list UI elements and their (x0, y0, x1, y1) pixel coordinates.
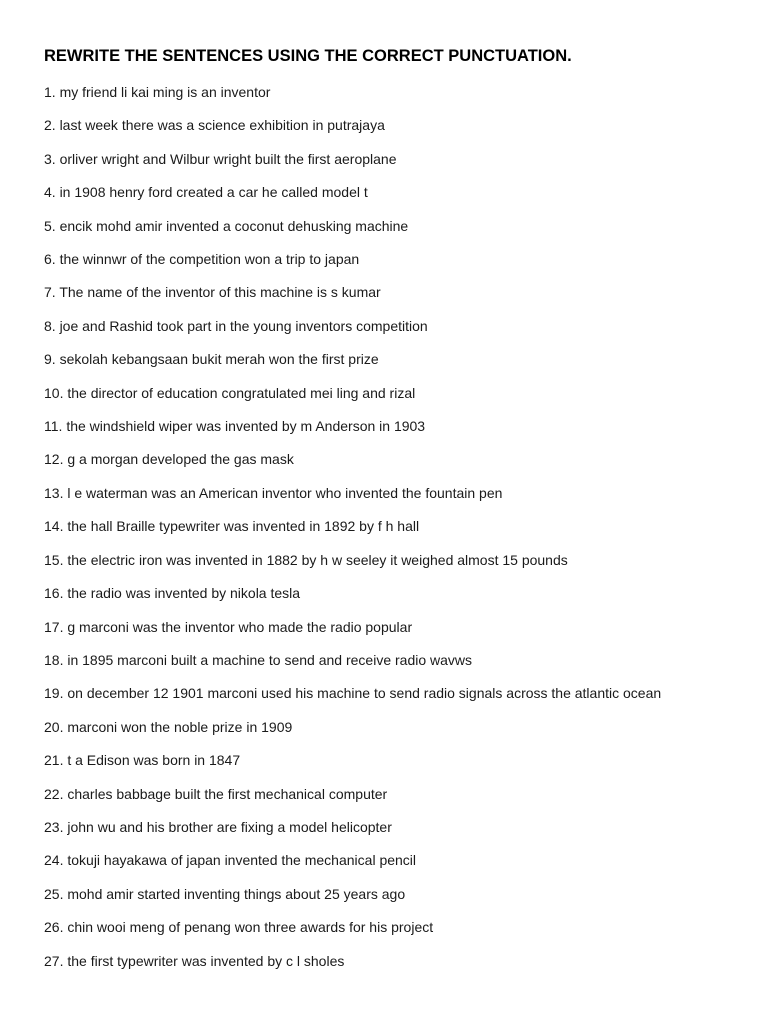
sentence-item: 5. encik mohd amir invented a coconut dehusking machine (44, 217, 409, 234)
sentence-item: 9. sekolah kebangsaan bukit merah won the first prize (44, 351, 379, 368)
sentence-item: 14. the hall Braille typewriter was invented in 1892 by f h hall (44, 518, 420, 535)
sentence-item: 3. orliver wright and Wilbur wright built the first aeroplane (44, 150, 397, 167)
sentence-item: 2. last week there was a science exhibition in putrajaya (44, 117, 385, 134)
sentence-item: 15. the electric iron was invented in 1882 by h w seeley it weighed almost 15 pounds (44, 551, 568, 568)
sentence-item: 6. the winnwr of the competition won a trip to japan (44, 251, 360, 268)
sentence-item: 4. in 1908 henry ford created a car he called model t (44, 184, 368, 201)
sentence-item: 20. marconi won the noble prize in 1909 (44, 718, 293, 735)
page-title: REWRITE THE SENTENCES USING THE CORRECT PUNCTUATION. (44, 47, 572, 65)
sentence-item: 8. joe and Rashid took part in the young inventors competition (44, 317, 428, 334)
sentence-item: 11. the windshield wiper was invented by m Anderson in 1903 (44, 418, 426, 435)
sentence-item: 21. t a Edison was born in 1847 (44, 752, 241, 769)
sentence-item: 22. charles babbage built the first mechanical computer (44, 785, 388, 802)
sentence-list (44, 83, 661, 985)
sentence-item: 7. The name of the inventor of this machine is s kumar (44, 284, 381, 301)
sentence-item: 18. in 1895 marconi built a machine to send and receive radio wavws (44, 651, 473, 668)
sentence-item: 13. l e waterman was an American inventor who invented the fountain pen (44, 484, 503, 501)
sentence-item: 12. g a morgan developed the gas mask (44, 451, 294, 468)
sentence-item: 26. chin wooi meng of penang won three awards for his project (44, 919, 434, 936)
sentence-item: 16. the radio was invented by nikola tesla (44, 585, 301, 602)
sentence-item: 19. on december 12 1901 marconi used his machine to send radio signals across the atlantic ocean (44, 685, 662, 702)
sentence-item: 17. g marconi was the inventor who made the radio popular (44, 618, 413, 635)
sentence-item: 25. mohd amir started inventing things about 25 years ago (44, 885, 406, 902)
sentence-item: 23. john wu and his brother are fixing a model helicopter (44, 818, 392, 835)
sentence-item: 1. my friend li kai ming is an inventor (44, 84, 271, 100)
sentence-item: 24. tokuji hayakawa of japan invented the mechanical pencil (44, 852, 417, 869)
sentence-item: 27. the first typewriter was invented by c l sholes (44, 952, 345, 969)
sentence-item: 10. the director of education congratulated mei ling and rizal (44, 384, 416, 401)
